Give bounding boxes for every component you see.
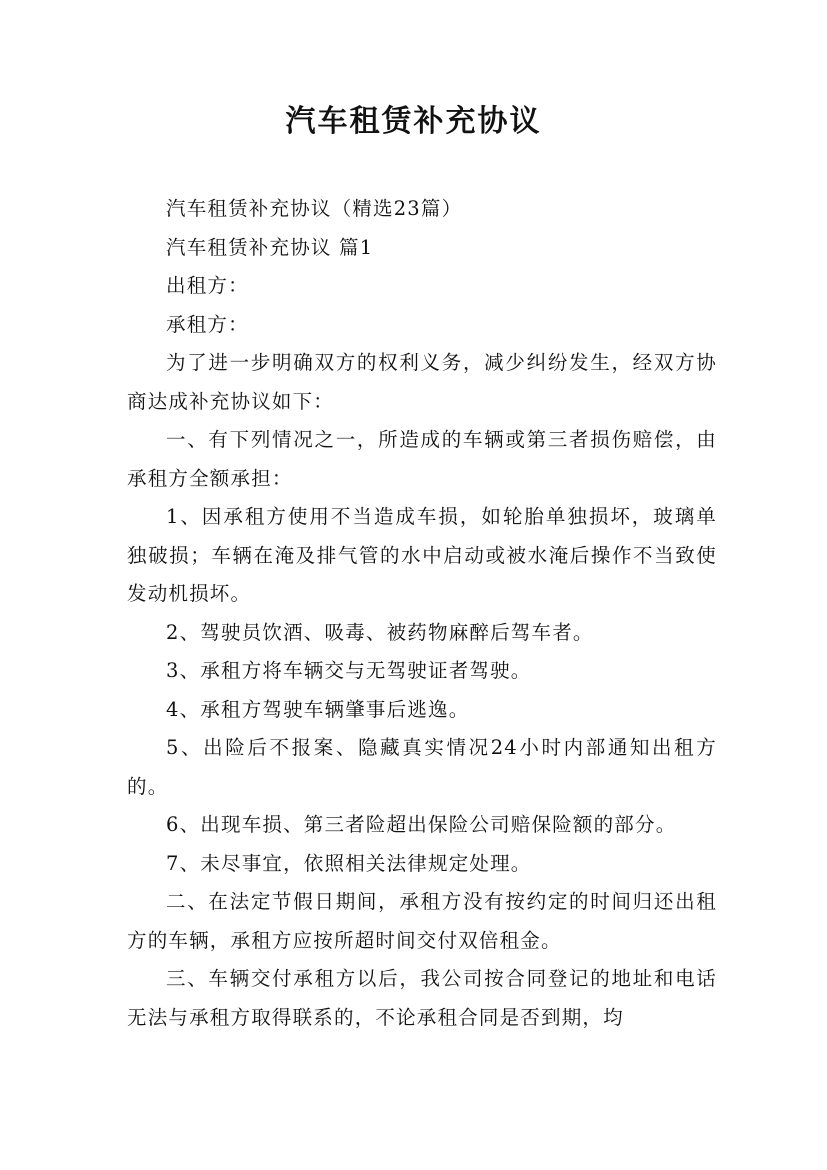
paragraph-intro: 为了进一步明确双方的权利义务，减少纠纷发生，经双方协商达成补充协议如下： xyxy=(127,351,717,413)
paragraph-item-6: 6、出现车损、第三者险超出保险公司赔保险额的部分。 xyxy=(166,813,677,836)
paragraph-item-3: 3、承租方将车辆交与无驾驶证者驾驶。 xyxy=(166,659,532,682)
paragraph-lessee: 承租方： xyxy=(166,312,249,336)
paragraph-subtitle: 汽车租赁补充协议（精选23篇） xyxy=(166,197,463,220)
paragraph-section-heading: 汽车租赁补充协议 篇1 xyxy=(166,235,374,259)
paragraph-clause-3: 三、车辆交付承租方以后，我公司按合同登记的地址和电话无法与承租方取得联系的，不论承租合同是否到期，均 xyxy=(127,967,717,1029)
paragraph-item-7: 7、未尽事宜，依照相关法律规定处理。 xyxy=(166,851,532,875)
paragraph-item-5: 5、出险后不报案、隐藏真实情况24小时内部通知出租方的。 xyxy=(127,736,717,798)
paragraph-item-2: 2、驾驶员饮酒、吸毒、被药物麻醉后驾车者。 xyxy=(166,620,594,644)
document-title: 汽车租赁补充协议 xyxy=(285,104,542,139)
paragraph-clause-1: 一、有下列情况之一，所造成的车辆或第三者损伤赔偿，由承租方全额承担： xyxy=(127,428,717,490)
document-body xyxy=(127,190,717,1037)
paragraph-clause-2: 二、在法定节假日期间，承租方没有按约定的时间归还出租方的车辆，承租方应按所超时间交付双倍租金。 xyxy=(127,890,717,952)
paragraph-lessor: 出租方： xyxy=(166,274,249,297)
paragraph-item-4: 4、承租方驾驶车辆肇事后逃逸。 xyxy=(166,697,470,721)
paragraph-item-1: 1、因承租方使用不当造成车损，如轮胎单独损坏，玻璃单独破损；车辆在淹及排气管的水中启动或被水淹后操作不当致使发动机损坏。 xyxy=(127,505,717,605)
